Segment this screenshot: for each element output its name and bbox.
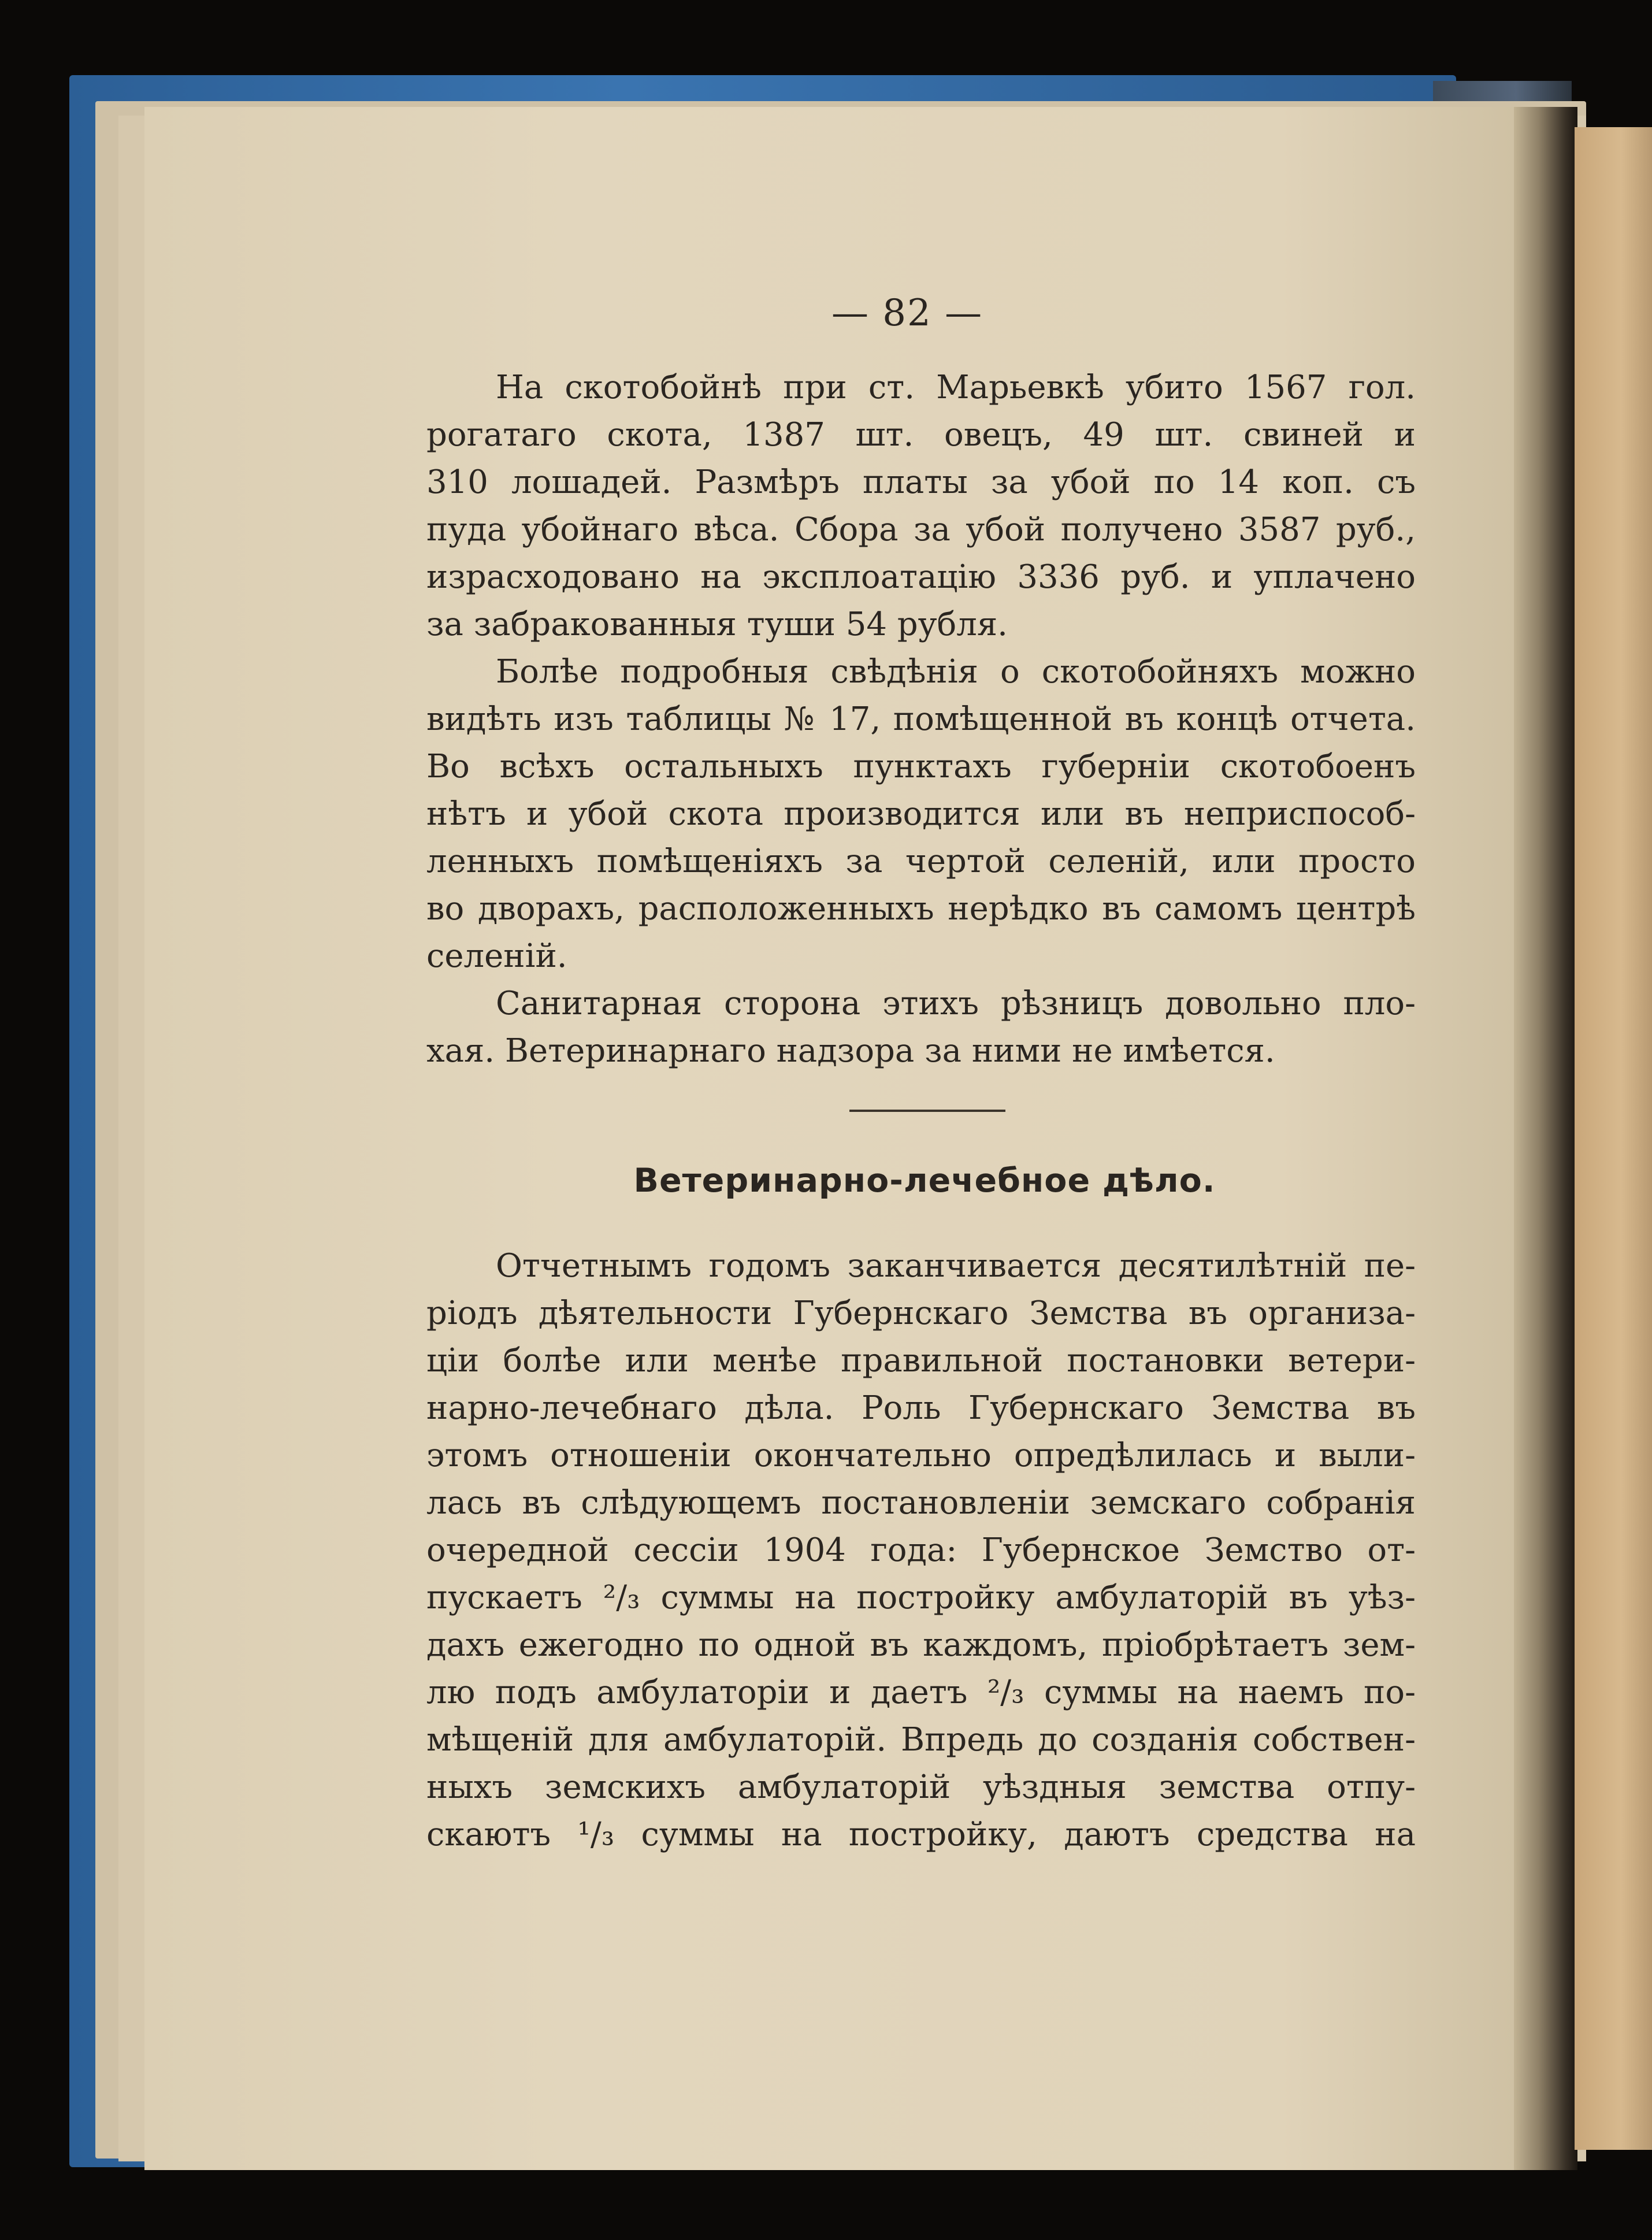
text-line: видѣть изъ таблицы № 17, помѣщенной въ концѣ отчета. (426, 700, 1416, 738)
text-line: лась въ слѣдующемъ постановленіи земскаго собранія (426, 1484, 1416, 1522)
section-divider (849, 1110, 1005, 1112)
text-line: ныхъ земскихъ амбулаторій уѣздныя земства отпу- (426, 1768, 1416, 1806)
text-line: очередной сессіи 1904 года: Губернское Земство от- (426, 1531, 1416, 1569)
text-line: во дворахъ, расположенныхъ нерѣдко въ самомъ центрѣ (426, 890, 1416, 928)
text-line: нѣтъ и убой скота производится или въ неприспособ- (426, 795, 1416, 833)
text-line: пуда убойнаго вѣса. Сбора за убой получено 3587 руб., (426, 511, 1416, 548)
text-line: Во всѣхъ остальныхъ пунктахъ губерніи скотобоенъ (426, 748, 1416, 785)
text-line: за забракованныя туши 54 рубля. (426, 606, 1008, 643)
text-line: На скотобойнѣ при ст. Марьевкѣ убито 1567 гол. (496, 369, 1416, 406)
text-line: Болѣе подробныя свѣдѣнія о скотобойняхъ можно (496, 653, 1416, 691)
text-line: израсходовано на эксплоатацію 3336 руб. и уплачено (426, 558, 1416, 596)
page-number: — 82 — (831, 292, 983, 335)
book-gutter (1514, 107, 1577, 2170)
text-line: пускаетъ ²/₃ суммы на постройку амбулаторій въ уѣз- (426, 1579, 1416, 1616)
text-line: дахъ ежегодно по одной въ каждомъ, пріобрѣтаетъ зем- (426, 1626, 1416, 1664)
text-line: Санитарная сторона этихъ рѣзницъ довольно пло- (496, 985, 1416, 1022)
text-line: 310 лошадей. Размѣръ платы за убой по 14 коп. съ (426, 463, 1416, 501)
text-line: скаютъ ¹/₃ суммы на постройку, даютъ средства на (426, 1816, 1416, 1853)
text-line: рогатаго скота, 1387 шт. овецъ, 49 шт. свиней и (426, 416, 1416, 454)
section-heading: Ветеринарно-лечебное дѣло. (633, 1162, 1216, 1200)
text-line: ленныхъ помѣщеніяхъ за чертой селеній, или просто (426, 843, 1416, 880)
paragraph-block-slaughterhouses (426, 364, 1416, 1075)
text-line: хая. Ветеринарнаго надзора за ними не имѣется. (426, 1032, 1275, 1070)
text-line: этомъ отношеніи окончательно опредѣлилась и выли- (426, 1437, 1416, 1474)
text-line: Отчетнымъ годомъ заканчивается десятилѣтній пе- (496, 1247, 1416, 1285)
facing-page-edge (1575, 127, 1652, 2150)
text-line: селеній. (426, 937, 567, 975)
paragraph-block-veterinary (426, 1243, 1416, 1859)
text-line: нарно-лечебнаго дѣла. Роль Губернскаго Земства въ (426, 1389, 1416, 1427)
text-line: ціи болѣе или менѣе правильной постановки ветери- (426, 1342, 1416, 1379)
text-line: ріодъ дѣятельности Губернскаго Земства въ организа- (426, 1295, 1416, 1332)
text-line: мѣщеній для амбулаторій. Впредь до созданія собствен- (426, 1721, 1416, 1759)
text-line: лю подъ амбулаторіи и даетъ ²/₃ суммы на наемъ по- (426, 1674, 1416, 1711)
